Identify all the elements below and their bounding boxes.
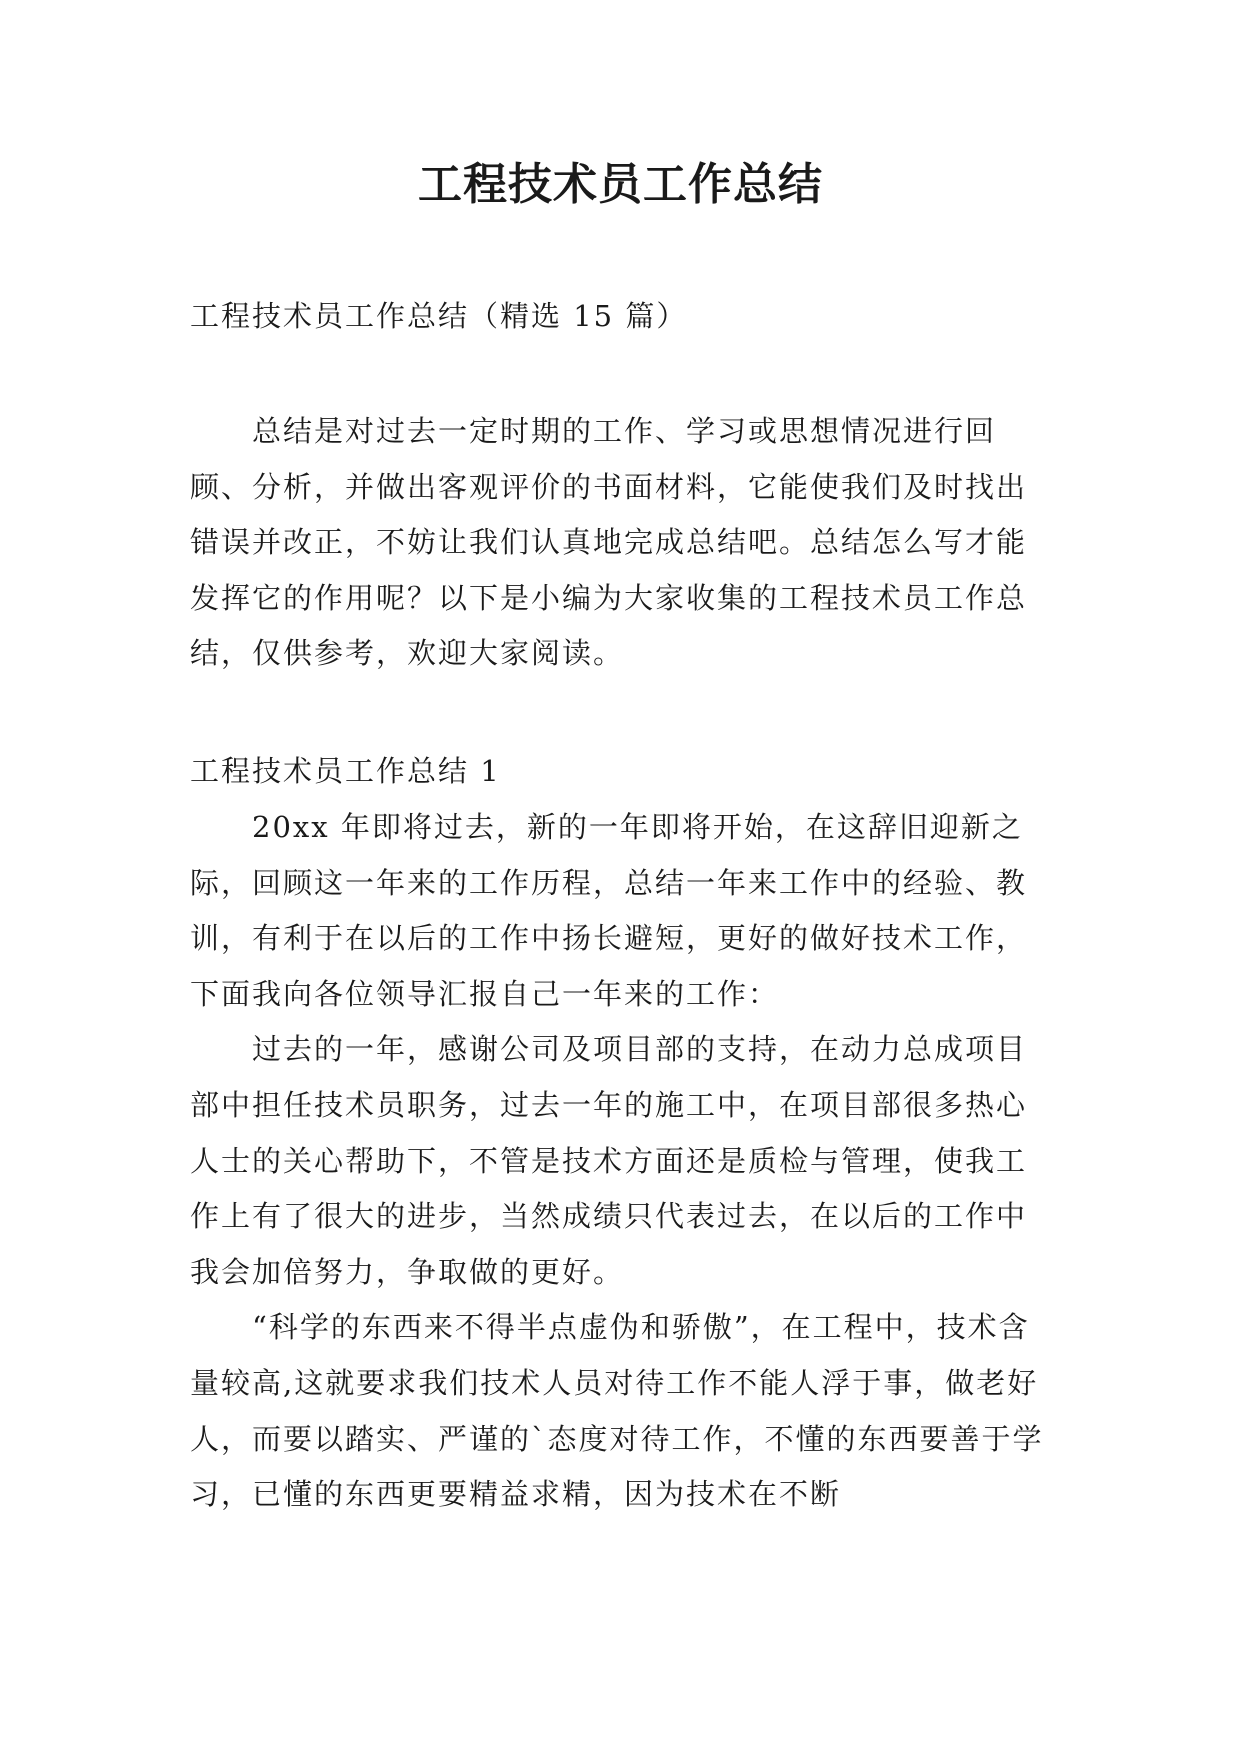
section-body [190,800,1052,1523]
section-heading: 工程技术员工作总结 1 [190,754,501,788]
document-title: 工程技术员工作总结 [418,159,823,210]
body-paragraph: 20xx 年即将过去，新的一年即将开始，在这辞旧迎新之际，回顾这一年来的工作历程，总结一年来工作中的经验、教训，有利于在以后的工作中扬长避短，更好的做好技术工作，下面我向各位领导汇报自己一年来的工作： [190,810,1028,1011]
body-paragraph: 过去的一年，感谢公司及项目部的支持，在动力总成项目部中担任技术员职务，过去一年的施工中，在项目部很多热心人士的关心帮助下，不管是技术方面还是质检与管理，使我工作上有了很大的进步，当然成绩只代表过去，在以后的工作中我会加倍努力，争取做的更好。 [190,1032,1028,1289]
body-paragraph: “科学的东西来不得半点虚伪和骄傲”，在工程中，技术含量较高,这就要求我们技术人员对待工作不能人浮于事，做老好人，而要以踏实、严谨的`态度对待工作，不懂的东西要善于学习，已懂的东西更要精益求精，因为技术在不断 [190,1310,1044,1512]
intro-paragraph: 总结是对过去一定时期的工作、学习或思想情况进行回顾、分析，并做出客观评价的书面材料，它能使我们及时找出错误并改正，不妨让我们认真地完成总结吧。总结怎么写才能发挥它的作用呢？以下是小编为大家收集的工程技术员工作总结，仅供参考，欢迎大家阅读。 [190,414,1028,671]
document-subtitle: 工程技术员工作总结（精选 15 篇） [190,299,688,333]
